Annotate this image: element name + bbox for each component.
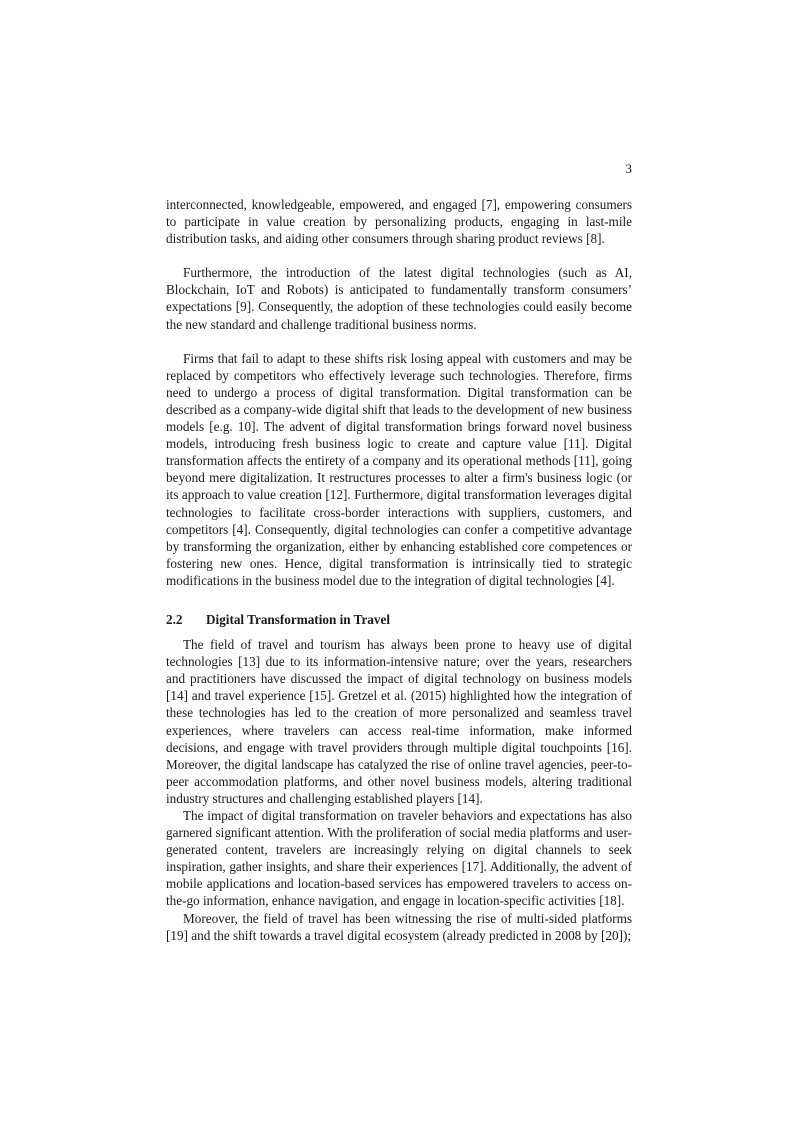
section-number: 2.2 — [166, 611, 183, 627]
paragraph: The impact of digital transformation on traveler behaviors and expectations has also garnered significant attention. With the proliferation of social media platforms and user-generated content, travelers are increasingly relying on digital channels to seek inspiration, gather insights, and share their experiences [17]. Additionally, the advent of mobile applications and location-based services has empowered travelers to access on-the-go information, enhance navigation, and engage in location-specific activities [18]. — [166, 808, 632, 909]
paragraph: Firms that fail to adapt to these shifts risk losing appeal with customers and may be replaced by competitors who effectively leverage such technologies. Therefore, firms need to undergo a process of digital transformation. Digital transformation can be described as a company-wide digital shift that leads to the development of new business models [e.g. 10]. The advent of digital transformation brings forward novel business models, introducing fresh business logic to create and capture value [11]. Digital transformation affects the entirety of a company and its operational methods [11], going beyond mere digitalization. It restructures processes to alter a firm's business logic (or its approach to value creation [12]. Furthermore, digital transformation leverages digital technologies to facilitate cross-border interactions with suppliers, customers, and competitors [4]. Consequently, digital technologies can confer a competitive advantage by transforming the organization, either by enhancing established core competences or fostering new ones. Hence, digital transformation is intrinsically tied to strategic modifications in the business model due to the integration of digital technologies [4]. — [166, 350, 632, 588]
body-text — [166, 196, 632, 944]
section-heading — [166, 611, 632, 628]
paragraph: Moreover, the field of travel has been witnessing the rise of multi-sided platforms [19] and the shift towards a travel digital ecosystem (already predicted in 2008 by [20]); — [166, 910, 632, 943]
paragraph: Furthermore, the introduction of the latest digital technologies (such as AI, Blockchain, IoT and Robots) is anticipated to fundamentally transform consumers’ expectations [9]. Consequently, the adoption of these technologies could easily become the new standard and challenge traditional business norms. — [166, 265, 632, 332]
paragraph: The field of travel and tourism has always been prone to heavy use of digital technologies [13] due to its information-intensive nature; over the years, researchers and practitioners have discussed the impact of digital technology on business models [14] and travel experience [15]. Gretzel et al. (2015) highlighted how the integration of these technologies has led to the creation of more personalized and seamless travel experiences, where travelers can access real-time information, make informed decisions, and engage with travel providers through multiple digital touchpoints [16]. Moreover, the digital landscape has catalyzed the rise of online travel agencies, peer-to-peer accommodation platforms, and other novel business models, altering traditional industry structures and challenging established players [14]. — [166, 637, 632, 806]
paragraph: interconnected, knowledgeable, empowered, and engaged [7], empowering consumers to participate in value creation by personalizing products, engaging in last-mile distribution tasks, and aiding other consumers through sharing product reviews [8]. — [166, 197, 632, 247]
section-title: Digital Transformation in Travel — [206, 611, 391, 627]
page-number: 3 — [625, 161, 632, 176]
